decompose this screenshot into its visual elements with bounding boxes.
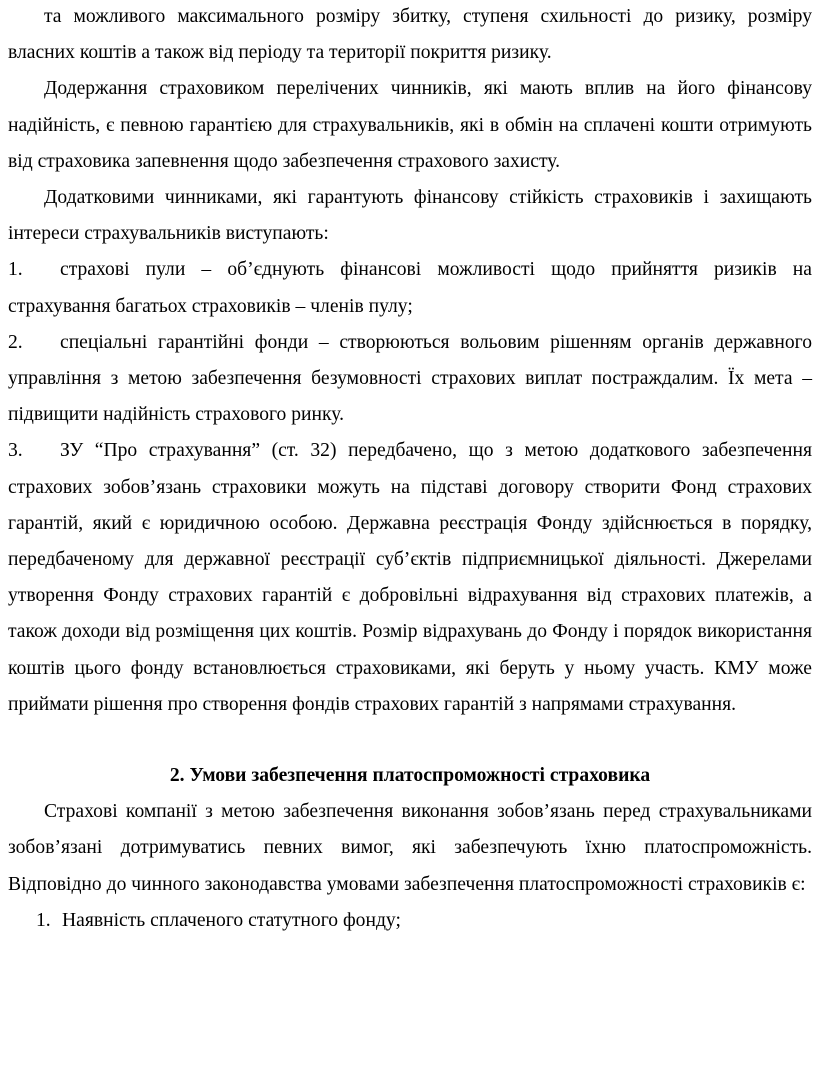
document-page bbox=[8, 0, 812, 939]
list-item bbox=[8, 433, 812, 723]
list-item bbox=[8, 252, 812, 324]
list-item-text: спеціальні гарантійні фонди – створюються вольовим рішенням органів державного управління з метою забезпечення безумовності страхових виплат постраждалим. Їх мета – підвищити надійність страхового ринку. bbox=[8, 331, 812, 426]
paragraph-requirements: Додержання страховиком перелічених чинників, які мають вплив на його фінансову надійність, є певною гарантією для страхувальників, які в обмін на сплачені кошти отримують від страховика запевнення щодо забезпечення страхового захисту. bbox=[8, 78, 812, 172]
list-item-number: 1. bbox=[8, 259, 23, 281]
list-item-number: 3. bbox=[8, 440, 23, 462]
paragraph-continuation: та можливого максимального розміру збитку, ступеня схильності до ризику, розміру власних коштів а також від періоду та території покриття ризику. bbox=[8, 6, 812, 64]
list-item-text: ЗУ “Про страхування” (ст. 32) передбачено, що з метою додаткового забезпечення страхових зобов’язань страховики можуть на підставі договору створити Фонд страхових гарантій, який є юридичною особою. Державна реєстрація Фонду здійснюється в порядку, передбаченому для державної реєстрації суб’єктів підприємницької діяльності. Джерелами утворення Фонду страхових гарантій є добровільні відрахування від страхових платежів, а також доходи від розміщення цих коштів. Розмір відрахувань до Фонду і порядок використання коштів цього фонду встановлюється страховиками, які беруть у ньому участь. КМУ може приймати рішення про створення фондів страхових гарантій з напрямами страхування. bbox=[8, 440, 812, 715]
list-item-number: 1. bbox=[36, 909, 51, 931]
list-item-text: Наявність сплаченого статутного фонду; bbox=[62, 909, 401, 931]
list-item bbox=[8, 325, 812, 434]
list-item bbox=[8, 903, 812, 939]
list-item-number: 2. bbox=[8, 331, 23, 353]
list-item-text: страхові пули – об’єднують фінансові можливості щодо прийняття ризиків на страхування багатьох страховиків – членів пулу; bbox=[8, 259, 812, 317]
paragraph-solvency-conditions: Страхові компанії з метою забезпечення виконання зобов’язань перед страхувальниками зобов’язані дотримуватись певних вимог, які забезпечують їхню платоспроможність. Відповідно до чинного законодавства умовами забезпечення платоспроможності страховиків є: bbox=[8, 801, 812, 895]
paragraph-additional-factors: Додатковими чинниками, які гарантують фінансову стійкість страховиків і захищають інтереси страхувальників виступають: bbox=[8, 187, 812, 245]
section-heading: 2. Умови забезпечення платоспроможності страховика bbox=[169, 765, 651, 787]
